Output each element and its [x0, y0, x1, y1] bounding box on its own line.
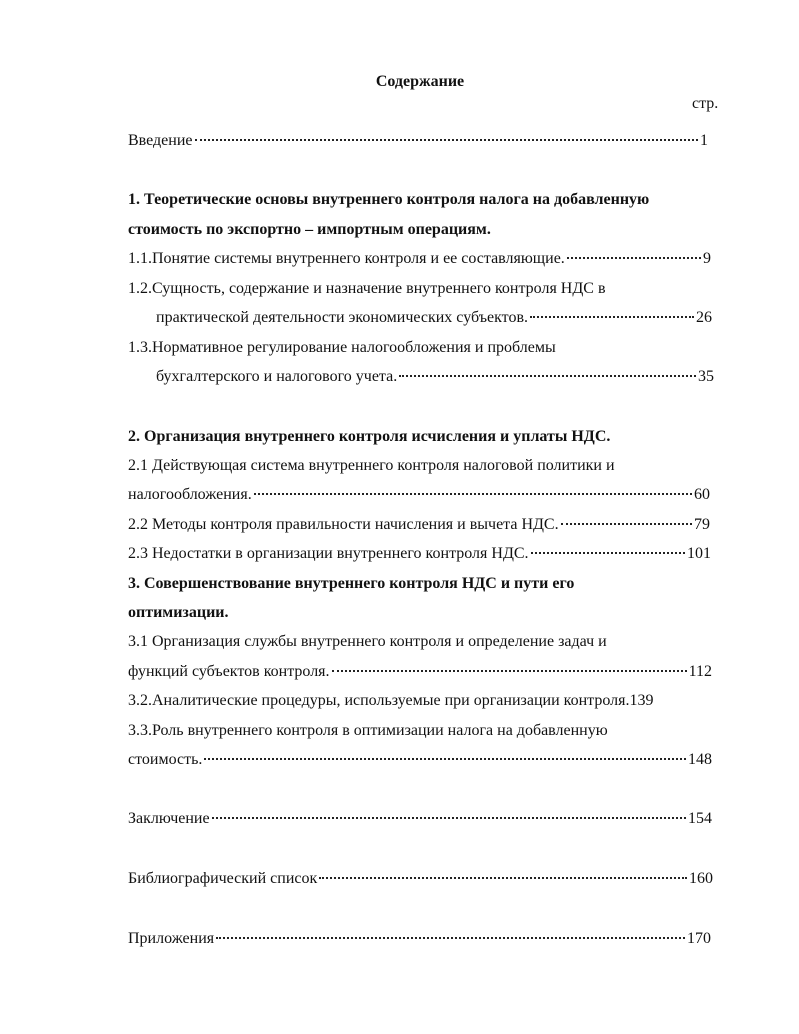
toc-entry-text: 3.3.Роль внутреннего контроля в оптимизации налога на добавленную	[128, 722, 608, 739]
toc-page-number: 1	[700, 132, 708, 149]
toc-entry-text: 2.3 Недостатки в организации внутреннего контроля НДС.	[128, 545, 529, 562]
toc-entry-conclusion	[128, 809, 712, 829]
toc-page-number: 139	[629, 692, 654, 709]
toc-entry-text: 3.1 Организация службы внутреннего контроля и определение задач и	[128, 633, 607, 650]
toc-entry-text: бухгалтерского и налогового учета.	[156, 368, 398, 385]
leader-dots	[204, 758, 686, 760]
chapter-heading: стоимость по экспортно – импортным операциям.	[128, 221, 491, 238]
toc-entry-bibliography	[128, 869, 713, 889]
chapter-heading: 1. Теоретические основы внутреннего контроля налога на добавленную	[128, 191, 650, 208]
toc-entry-text: Введение	[128, 132, 193, 149]
chapter-heading: 2. Организация внутреннего контроля исчисления и уплаты НДС.	[128, 428, 611, 445]
toc-page-number: 112	[688, 663, 712, 680]
toc-entry-text: 1.3.Нормативное регулирование налогообложения и проблемы	[128, 339, 556, 356]
toc-page-number: 101	[687, 545, 711, 562]
leader-dots	[399, 375, 696, 377]
leader-dots	[216, 937, 685, 939]
toc-entry-2-1	[128, 485, 710, 505]
toc-page-number: 60	[694, 486, 710, 503]
leader-dots	[531, 552, 685, 554]
leader-dots	[212, 817, 686, 819]
chapter-heading: оптимизации.	[128, 604, 229, 621]
toc-entry-text: налогообложения.	[128, 486, 252, 503]
toc-entry-text: 1.1.Понятие системы внутреннего контроля и ее составляющие.	[128, 250, 565, 267]
leader-dots	[195, 139, 699, 141]
toc-page-number: 154	[688, 810, 712, 827]
toc-entry-3-1	[128, 662, 712, 682]
toc-entry-text: Библиографический список	[128, 870, 318, 887]
toc-page-number: 148	[688, 751, 712, 768]
toc-entry-text: практической деятельности экономических субъектов.	[156, 309, 528, 326]
leader-dots	[530, 316, 694, 318]
toc-entry-appendix	[128, 929, 711, 949]
leader-dots	[319, 877, 687, 879]
toc-entry-1-1	[128, 249, 711, 269]
toc-page-number: 35	[698, 368, 714, 385]
toc-entry-text: Приложения	[128, 930, 215, 947]
leader-dots	[332, 670, 687, 672]
toc-entry-text: 3.2.Аналитические процедуры, используемые при организации контроля.	[128, 692, 630, 709]
chapter-heading: 3. Совершенствование внутреннего контроля НДС и пути его	[128, 575, 575, 592]
toc-entry-text: Заключение	[128, 810, 210, 827]
leader-dots	[561, 523, 692, 525]
leader-dots	[567, 257, 701, 259]
toc-entry-2-3	[128, 544, 711, 564]
toc-entry-3-3	[128, 750, 712, 770]
toc-page-number: 160	[689, 870, 713, 887]
toc-entry-1-2	[156, 308, 712, 328]
toc-entry-text: стоимость.	[128, 751, 203, 768]
leader-dots	[254, 493, 692, 495]
toc-page-number: 170	[687, 930, 711, 947]
toc-entry-1-3	[156, 367, 714, 387]
page-column-label: стр.	[692, 95, 719, 112]
toc-entry-2-2	[128, 515, 710, 535]
toc-entry-text: функций субъектов контроля.	[128, 663, 330, 680]
toc-entry-intro	[128, 131, 708, 151]
toc-entry-text: 2.2 Методы контроля правильности начисления и вычета НДС.	[128, 516, 559, 533]
toc-entry-text: 1.2.Сущность, содержание и назначение внутреннего контроля НДС в	[128, 280, 606, 297]
toc-page-number: 9	[703, 250, 711, 267]
toc-entry-3-2	[128, 691, 708, 711]
page-title: Содержание	[375, 73, 465, 90]
toc-page-number: 79	[694, 516, 710, 533]
toc-entry-text: 2.1 Действующая система внутреннего контроля налоговой политики и	[128, 457, 615, 474]
toc-page-number: 26	[696, 309, 712, 326]
